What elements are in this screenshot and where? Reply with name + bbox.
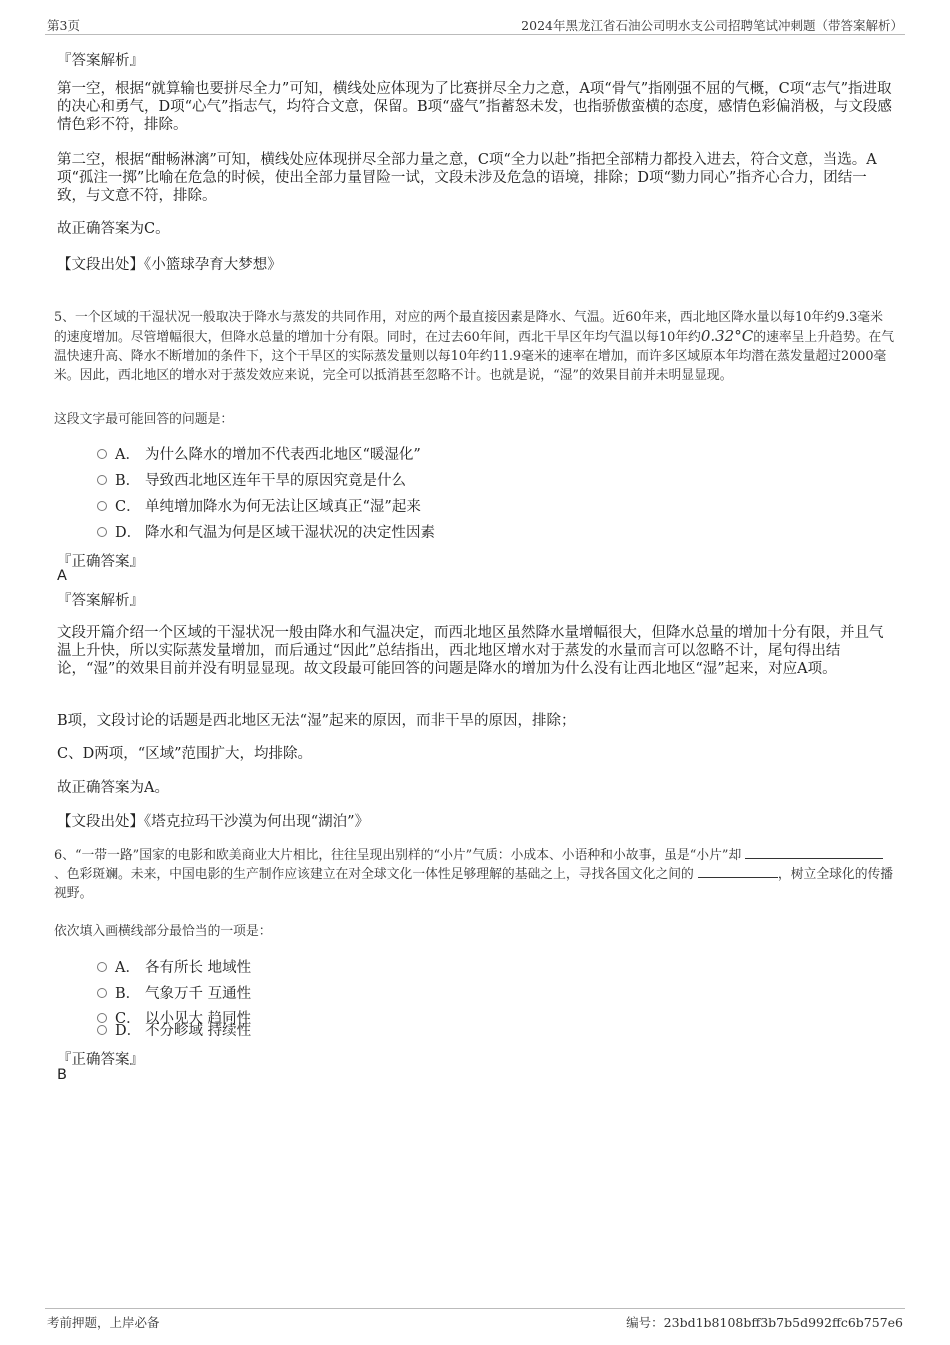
fill-blank — [745, 846, 883, 859]
option-text: 导致西北地区连年干旱的原因究竟是什么 — [145, 473, 406, 489]
radio-icon[interactable] — [97, 527, 107, 537]
footer-slogan: 考前押题，上岸必备 — [47, 1315, 160, 1330]
stem-text: 的速率呈上升趋势。在气温快速升高、降水不断增加的条件下，这个干旱区的实际蒸发量则以每10年约11.9毫米的速率在增加，而许多区域原本年均潜在蒸发量超过2000毫米。因此，西北地区的增水对于蒸发效应来说，完全可以抵消甚至忽略不计。也就是说，“湿”的效果目前并未明显显现。 — [54, 330, 894, 383]
option-text: 以小见大 趋同性 — [145, 1011, 252, 1027]
analysis-paragraph: C、D两项，“区域”范围扩大，均排除。 — [57, 746, 313, 762]
page-number: 第3页 — [47, 18, 80, 33]
stem-text: 、色彩斑斓。未来，中国电影的生产制作应该建立在对全球文化一体性足够理解的基础之上，寻找各国文化之间的 — [54, 867, 694, 882]
correct-answer: B — [57, 1067, 67, 1083]
option-letter: D． — [115, 525, 142, 541]
radio-icon[interactable] — [97, 501, 107, 511]
radio-icon[interactable] — [97, 1013, 107, 1023]
document-code: 编号：23bd1b8108bff3b7b5d992ffc6b757e6 — [626, 1315, 903, 1330]
radio-icon[interactable] — [97, 988, 107, 998]
conclusion: 故正确答案为A。 — [57, 780, 169, 796]
question-prompt: 这段文字最可能回答的问题是： — [54, 412, 234, 427]
question-5-stem — [54, 308, 894, 385]
option-letter: C． — [115, 1011, 141, 1027]
option-letter: C． — [115, 499, 141, 515]
analysis-paragraph: 第一空，根据“就算输也要拼尽全力”可知，横线处应体现为了比赛拼尽全力之意，A项“骨气”指刚强不屈的气概，C项“志气”指进取的决心和勇气，D项“心气”指志气，均符合文意，保留。B项“盛气”指蓄怒未发，也指骄傲蛮横的态度，感情色彩偏消极，与文段感情色彩不符，排除。 — [57, 81, 892, 133]
question-6-stem — [54, 846, 894, 903]
option-letter: A． — [115, 447, 140, 463]
conclusion: 故正确答案为C。 — [57, 221, 170, 237]
option-text: 降水和气温为何是区域干湿状况的决定性因素 — [145, 525, 435, 541]
radio-icon[interactable] — [97, 1025, 107, 1035]
option-text: 为什么降水的增加不代表西北地区“暖湿化” — [145, 447, 421, 463]
option-letter: B． — [115, 986, 141, 1002]
page-footer — [45, 1308, 905, 1339]
correct-answer: A — [57, 568, 67, 584]
source-citation: 【文段出处】《塔克拉玛干沙漠为何出现“湖泊”》 — [57, 814, 370, 830]
radio-icon[interactable] — [97, 449, 107, 459]
radio-icon[interactable] — [97, 475, 107, 485]
analysis-label: 『答案解析』 — [57, 53, 144, 69]
stem-text: 6、“一带一路”国家的电影和欧美商业大片相比，往往呈现出别样的“小片”气质：小成本、小语种和小故事，虽是“小片”却 — [54, 848, 742, 863]
question-prompt: 依次填入画横线部分最恰当的一项是： — [54, 924, 272, 939]
option-letter: B． — [115, 473, 141, 489]
correct-answer-label: 『正确答案』 — [57, 554, 144, 570]
correct-answer-label: 『正确答案』 — [57, 1052, 144, 1068]
analysis-label: 『答案解析』 — [57, 593, 144, 609]
stem-text: ，树立全球化的传播视野。 — [54, 867, 894, 901]
stem-text: 5、一个区域的干湿状况一般取决于降水与蒸发的共同作用，对应的两个最直接因素是降水、气温。近60年来，西北地区降水量以每10年约9.3毫米的速度增加。尽管增幅很大，但降水总量的增加十分有限。同时，在过去60年间，西北干旱区年均气温以每10年约 — [54, 310, 883, 345]
source-citation: 【文段出处】《小篮球孕育大梦想》 — [57, 257, 282, 273]
page-header — [45, 14, 905, 35]
analysis-paragraph: B项，文段讨论的话题是西北地区无法“湿”起来的原因，而非干旱的原因，排除； — [57, 713, 576, 729]
document-title: 2024年黑龙江省石油公司明水支公司招聘笔试冲刺题（带答案解析） — [521, 18, 903, 33]
fill-blank — [698, 865, 778, 878]
option-letter: D． — [115, 1023, 142, 1039]
option-text: 气象万千 互通性 — [145, 986, 252, 1002]
option-text: 各有所长 地域性 — [145, 960, 252, 976]
option-letter: A． — [115, 960, 140, 976]
radio-icon[interactable] — [97, 962, 107, 972]
option-text: 单纯增加降水为何无法让区域真正“湿”起来 — [145, 499, 421, 515]
analysis-paragraph: 文段开篇介绍一个区域的干湿状况一般由降水和气温决定，而西北地区虽然降水量增幅很大，但降水总量的增加十分有限，并且气温上升快，所以实际蒸发量增加，而后通过“因此”总结指出，西北地区增水对于蒸发的水量而言可以忽略不计，尾句得出结论，“湿”的效果目前并没有明显显现。故文段最可能回答的问题是降水的增加为什么没有让西北地区“湿”起来，对应A项。 — [57, 625, 884, 677]
analysis-paragraph: 第二空，根据“酣畅淋漓”可知，横线处应体现拼尽全部力量之意，C项“全力以赴”指把全部精力都投入进去，符合文意，当选。A项“孤注一掷”比喻在危急的时候，使出全部力量冒险一试，文段未涉及危急的语境，排除；D项“勠力同心”指齐心合力，团结一致，与文意不符，排除。 — [57, 152, 877, 204]
temperature-formula: 0.32°C — [700, 327, 754, 345]
option-text: 不分畛域 持续性 — [145, 1023, 252, 1039]
